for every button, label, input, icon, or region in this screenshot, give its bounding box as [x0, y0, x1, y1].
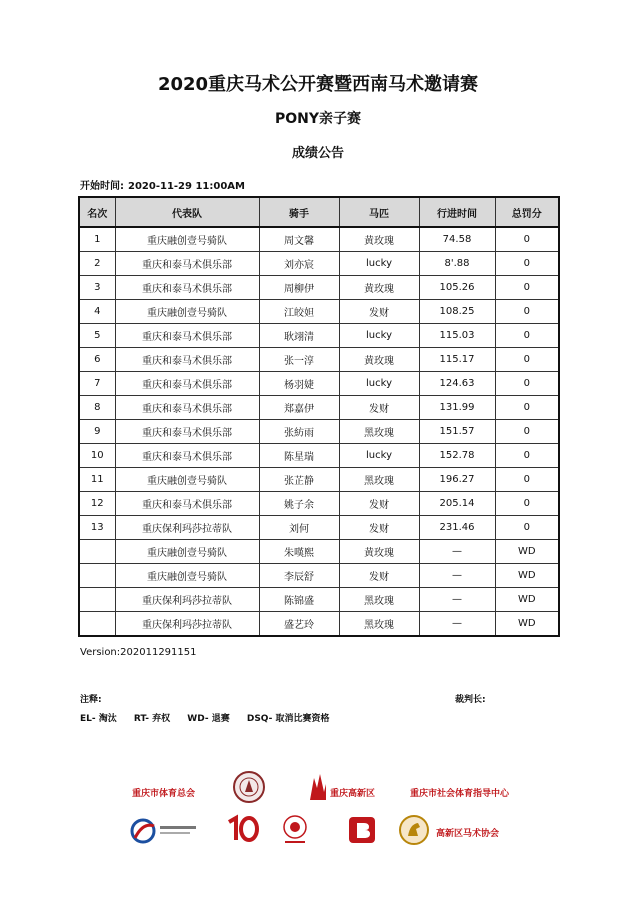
cell-rider: 江皎妲 [259, 300, 339, 324]
cell-horse: 黑玫瑰 [339, 420, 419, 444]
cell-team: 重庆融创壹号骑队 [115, 564, 259, 588]
col-team: 代表队 [115, 197, 259, 227]
cell-horse: lucky [339, 252, 419, 276]
cell-rider: 郑嘉伊 [259, 396, 339, 420]
results-body [79, 227, 559, 636]
table-row [79, 492, 559, 516]
cell-rank: 11 [79, 468, 115, 492]
cell-penalty: 0 [495, 348, 559, 372]
table-row [79, 564, 559, 588]
cell-penalty: 0 [495, 516, 559, 540]
legend-dsq: DSQ- 取消比赛资格 [246, 714, 330, 724]
cell-horse: 黄玫瑰 [339, 227, 419, 252]
cell-horse: 发财 [339, 396, 419, 420]
cell-rider: 姚子余 [259, 492, 339, 516]
cell-rank [79, 540, 115, 564]
cell-time: 151.57 [419, 420, 495, 444]
cell-team: 重庆融创壹号骑队 [115, 540, 259, 564]
cell-rank [79, 588, 115, 612]
cell-rider: 朱嘆熙 [259, 540, 339, 564]
version-text: Version:202011291151 [80, 647, 197, 658]
cell-rank: 7 [79, 372, 115, 396]
cell-penalty: 0 [495, 420, 559, 444]
cell-rider: 周柳伊 [259, 276, 339, 300]
ten-years-logo-icon [226, 814, 262, 846]
table-row [79, 588, 559, 612]
cell-time: — [419, 612, 495, 637]
table-row [79, 612, 559, 637]
cell-penalty: 0 [495, 227, 559, 252]
cell-penalty: WD [495, 564, 559, 588]
cell-rank [79, 564, 115, 588]
cell-team: 重庆和泰马术俱乐部 [115, 372, 259, 396]
table-row [79, 372, 559, 396]
cell-penalty: 0 [495, 492, 559, 516]
horse-association-emblem-icon [398, 814, 430, 846]
cell-team: 重庆和泰马术俱乐部 [115, 276, 259, 300]
cell-rank: 5 [79, 324, 115, 348]
club-emblem-icon [232, 770, 266, 804]
table-row [79, 324, 559, 348]
flame-logo-icon [306, 772, 328, 802]
cell-rider: 刘亦宸 [259, 252, 339, 276]
cell-rider: 张芷静 [259, 468, 339, 492]
start-time-value: 2020-11-29 11:00AM [128, 181, 245, 192]
table-row [79, 516, 559, 540]
cell-horse: 发财 [339, 300, 419, 324]
cell-rider: 陈星瑞 [259, 444, 339, 468]
sports-federation-logo: 重庆市体育总会 [132, 789, 196, 799]
chief-judge-label: 裁判长: [455, 695, 486, 705]
cell-horse: 黄玫瑰 [339, 348, 419, 372]
anniversary-logo-icon [130, 818, 200, 844]
legend-el: EL- 淘汰 [80, 714, 117, 724]
cell-rider: 张紡雨 [259, 420, 339, 444]
col-penalty: 总罚分 [495, 197, 559, 227]
cell-team: 重庆和泰马术俱乐部 [115, 444, 259, 468]
cell-time: 74.58 [419, 227, 495, 252]
cell-rank: 8 [79, 396, 115, 420]
sports-guidance-center-logo: 重庆市社会体育指导中心 [410, 789, 510, 799]
cell-time: 8'.88 [419, 252, 495, 276]
cell-time: 115.03 [419, 324, 495, 348]
cell-rider: 陈锦盛 [259, 588, 339, 612]
cell-penalty: 0 [495, 468, 559, 492]
cell-rider: 杨羽婕 [259, 372, 339, 396]
cell-time: 115.17 [419, 348, 495, 372]
legend-wd: WD- 退赛 [187, 714, 230, 724]
cell-rank: 4 [79, 300, 115, 324]
table-header-row [79, 197, 559, 227]
b-brand-logo-icon [348, 816, 376, 844]
results-heading: 成绩公告 [291, 146, 344, 161]
federation-badge-icon [280, 814, 310, 846]
results-table [78, 196, 560, 637]
cell-time: 205.14 [419, 492, 495, 516]
table-row [79, 348, 559, 372]
col-time: 行进时间 [419, 197, 495, 227]
sponsor-logos-row1 [120, 770, 540, 810]
cell-time: — [419, 588, 495, 612]
page-title: 2020重庆马术公开赛暨西南马术邀请赛 [157, 74, 479, 95]
cell-team: 重庆保利玛莎拉蒂队 [115, 516, 259, 540]
cell-team: 重庆保利玛莎拉蒂队 [115, 612, 259, 637]
cell-penalty: 0 [495, 300, 559, 324]
table-row [79, 540, 559, 564]
cell-rank: 10 [79, 444, 115, 468]
cell-team: 重庆融创壹号骑队 [115, 300, 259, 324]
cell-time: 124.63 [419, 372, 495, 396]
cell-horse: lucky [339, 324, 419, 348]
cell-horse: 发财 [339, 516, 419, 540]
hightech-zone-logo: 重庆高新区 [330, 789, 376, 799]
cell-horse: 黄玫瑰 [339, 276, 419, 300]
cell-time: 131.99 [419, 396, 495, 420]
cell-penalty: 0 [495, 396, 559, 420]
cell-team: 重庆和泰马术俱乐部 [115, 492, 259, 516]
cell-rank: 9 [79, 420, 115, 444]
table-row [79, 300, 559, 324]
sponsor-logos-row2 [130, 812, 530, 852]
cell-team: 重庆和泰马术俱乐部 [115, 396, 259, 420]
table-row [79, 276, 559, 300]
cell-rank: 12 [79, 492, 115, 516]
event-subtitle: PONY亲子赛 [274, 111, 362, 127]
legend-rt: RT- 弃权 [133, 714, 171, 724]
cell-horse: lucky [339, 372, 419, 396]
note-label: 注释: [80, 695, 102, 705]
cell-rider: 盛艺玲 [259, 612, 339, 637]
cell-team: 重庆和泰马术俱乐部 [115, 252, 259, 276]
cell-rank: 3 [79, 276, 115, 300]
cell-horse: 发财 [339, 564, 419, 588]
cell-time: 231.46 [419, 516, 495, 540]
cell-rank: 2 [79, 252, 115, 276]
cell-penalty: 0 [495, 276, 559, 300]
cell-horse: 黑玫瑰 [339, 612, 419, 637]
cell-team: 重庆融创壹号骑队 [115, 227, 259, 252]
cell-rider: 张一淳 [259, 348, 339, 372]
cell-rider: 周文馨 [259, 227, 339, 252]
cell-horse: lucky [339, 444, 419, 468]
cell-time: 108.25 [419, 300, 495, 324]
cell-time: 196.27 [419, 468, 495, 492]
cell-penalty: 0 [495, 252, 559, 276]
cell-time: — [419, 540, 495, 564]
cell-team: 重庆保利玛莎拉蒂队 [115, 588, 259, 612]
cell-time: 152.78 [419, 444, 495, 468]
horse-association-logo: 高新区马术协会 [436, 829, 500, 839]
cell-penalty: WD [495, 612, 559, 637]
cell-penalty: 0 [495, 372, 559, 396]
cell-time: — [419, 564, 495, 588]
abbreviation-legend [80, 711, 343, 724]
cell-team: 重庆和泰马术俱乐部 [115, 348, 259, 372]
cell-rider: 李辰舒 [259, 564, 339, 588]
col-rider: 骑手 [259, 197, 339, 227]
cell-team: 重庆和泰马术俱乐部 [115, 324, 259, 348]
cell-horse: 黄玫瑰 [339, 540, 419, 564]
cell-team: 重庆融创壹号骑队 [115, 468, 259, 492]
table-row [79, 420, 559, 444]
cell-team: 重庆和泰马术俱乐部 [115, 420, 259, 444]
table-row [79, 252, 559, 276]
cell-rider: 耿翊清 [259, 324, 339, 348]
table-row [79, 227, 559, 252]
table-row [79, 396, 559, 420]
start-time [80, 177, 249, 192]
cell-horse: 黑玫瑰 [339, 588, 419, 612]
cell-horse: 发财 [339, 492, 419, 516]
cell-rank: 6 [79, 348, 115, 372]
cell-time: 105.26 [419, 276, 495, 300]
cell-rider: 刘何 [259, 516, 339, 540]
col-horse: 马匹 [339, 197, 419, 227]
cell-rank [79, 612, 115, 637]
table-row [79, 468, 559, 492]
cell-penalty: 0 [495, 444, 559, 468]
col-rank: 名次 [79, 197, 115, 227]
cell-penalty: 0 [495, 324, 559, 348]
cell-rank: 13 [79, 516, 115, 540]
cell-rank: 1 [79, 227, 115, 252]
cell-penalty: WD [495, 588, 559, 612]
table-row [79, 444, 559, 468]
cell-penalty: WD [495, 540, 559, 564]
start-time-label: 开始时间: [80, 181, 124, 192]
cell-horse: 黑玫瑰 [339, 468, 419, 492]
